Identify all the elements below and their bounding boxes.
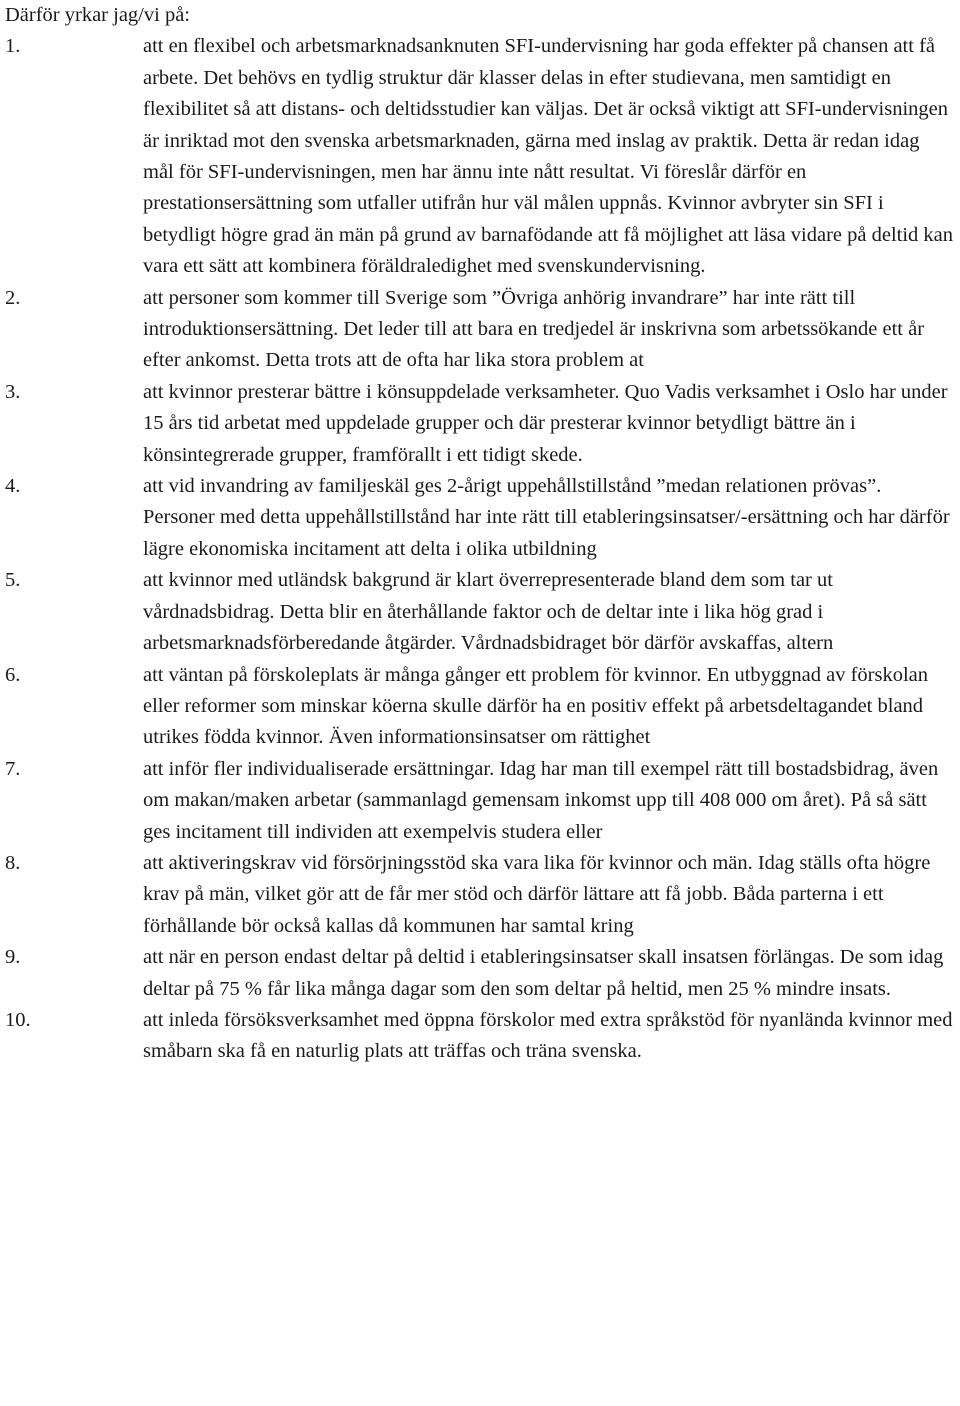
list-item-number: 7.: [5, 757, 21, 780]
document-heading: Därför yrkar jag/vi på:: [5, 4, 190, 26]
list-item-text: att aktiveringskrav vid försörjningsstöd ska vara lika för kvinnor och män. Idag ställs ofta högre krav på män, vilket gör att de får mer stöd och därför lättare att få jobb. Båda parterna i ett förhållande bör också kallas då kommunen har samtal kring: [143, 851, 931, 937]
list-item-text: att inleda försöksverksamhet med öppna förskolor med extra språkstöd för nyanlända kvinnor med småbarn ska få en naturlig plats att träffas och träna svenska.: [143, 1008, 953, 1063]
list-item: [5, 471, 955, 565]
list-item-text: att personer som kommer till Sverige som ”Övriga anhörig invandrare” har inte rätt till introduktionsersättning. Det leder till att bara en tredjedel är inskrivna som arbetssökande ett år efter ankomst. Detta trots att de ofta har lika stora problem at: [143, 286, 925, 372]
list-item-number: 1.: [5, 35, 21, 58]
list-item-number: 2.: [5, 286, 21, 309]
list-item-number: 10.: [5, 1008, 31, 1031]
list-item-text: att när en person endast deltar på deltid i etableringsinsatser skall insatsen förlängas. De som idag deltar på 75 % får lika många dagar som den som deltar på heltid, men 25 % mindre insats.: [143, 946, 944, 1000]
list-item-text: att vid invandring av familjeskäl ges 2-årigt uppehållstillstånd ”medan relationen prövas”. Personer med detta uppehållstillstånd har inte rätt till etableringsinsatser/-ersättning och har därför lägre ekonomiska incitament att delta i olika utbildning: [143, 475, 950, 560]
list-item: [5, 31, 955, 282]
list-item-number: 5.: [5, 569, 21, 592]
document-body: [5, 0, 955, 1068]
list-item: [5, 660, 955, 754]
list-item-number: 9.: [5, 946, 21, 969]
list-item: [5, 377, 955, 471]
list-item: [5, 283, 955, 377]
list-item-number: 3.: [5, 380, 21, 403]
list-item-text: att en flexibel och arbetsmarknadsanknuten SFI-undervisning har goda effekter på chansen att få arbete. Det behövs en tydlig struktur där klasser delas in efter studievana, men samtidigt en flexibilitet så att distans- och deltidsstudier kan väljas. Det är också viktigt att SFI-undervisningen är inriktad mot den svenska arbetsmarknaden, gärna med inslag av praktik. Detta är redan idag mål för SFI-undervisningen, men har ännu inte nått resultat. Vi föreslår därför en prestationsersättning som utfaller utifrån hur väl målen uppnås. Kvinnor avbryter sin SFI i betydligt högre grad än män på grund av barnafödande att få möjlighet att läsa vidare på deltid kan vara ett sätt att kombinera föräldraledighet med svenskundervisning.: [143, 35, 954, 278]
list-item: [5, 565, 955, 659]
list-item-number: 4.: [5, 475, 21, 498]
list-item-text: att kvinnor med utländsk bakgrund är klart överrepresenterade bland dem som tar ut vårdnadsbidrag. Detta blir en återhållande faktor och de deltar inte i lika hög grad i arbetsmarknadsförberedande åtgärder. Vårdnadsbidraget bör därför avskaffas, altern: [143, 569, 834, 655]
list-item-number: 8.: [5, 851, 21, 874]
list-item-text: att inför fler individualiserade ersättningar. Idag har man till exempel rätt till bostadsbidrag, även om makan/maken arbetar (sammanlagd gemensam inkomst upp till 408 000 om året). På så sätt ges incitament till individen att exempelvis studera eller: [143, 757, 939, 843]
list-item-number: 6.: [5, 663, 21, 686]
list-item-text: att väntan på förskoleplats är många gånger ett problem för kvinnor. En utbyggnad av förskolan eller reformer som minskar köerna skulle därför ha en positiv effekt på arbetsdeltagandet bland utrikes födda kvinnor. Även informationsinsatser om rättighet: [143, 663, 929, 749]
list-item: [5, 848, 955, 942]
list-item: [5, 1005, 955, 1068]
list-item: [5, 942, 955, 1005]
list-item-text: att kvinnor presterar bättre i könsuppdelade verksamheter. Quo Vadis verksamhet i Oslo har under 15 års tid arbetat med uppdelade grupper och där presterar kvinnor betydligt bättre än i könsintegrerade grupper, framförallt i ett tidigt skede.: [143, 380, 948, 466]
list-item: [5, 754, 955, 848]
